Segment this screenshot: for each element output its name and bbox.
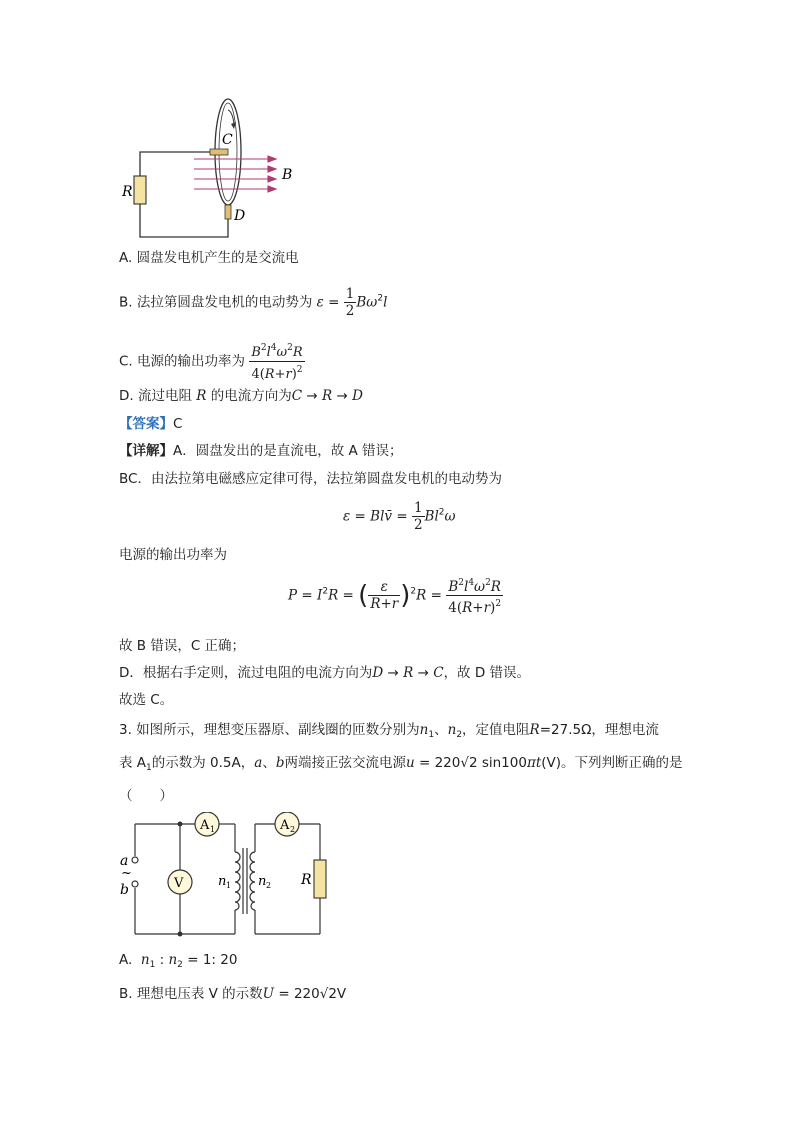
explain-line-4: 故 B 错误，C 正确； bbox=[119, 638, 246, 654]
option-d: D. 流过电阻 R 的电流方向为C → R → D bbox=[119, 388, 363, 404]
power-formula: $P = I^2R$ = ( $\frac{\varepsilon}{R+r}$ )$^2$R = $\frac{B^2l^4\omega^2R}{4(R+r)^2}$ bbox=[288, 575, 503, 616]
faraday-disc-figure bbox=[110, 92, 310, 242]
svg-text:a: a bbox=[120, 853, 129, 869]
label-d: D bbox=[234, 208, 246, 224]
explain-line-3: 电源的输出功率为 bbox=[119, 547, 227, 563]
option-b: B. 法拉第圆盘发电机的电动势为 ε = $\frac{1}{2}$ $B\omega^2l$ bbox=[119, 286, 388, 319]
svg-text:2: 2 bbox=[290, 825, 296, 834]
svg-text:1: 1 bbox=[226, 881, 232, 890]
emf-formula: ε = Blv̄ = $\frac{1}{2}$ Bl$^2$ω bbox=[343, 500, 456, 533]
q3-option-a: A. $n_1$ : $n_2 = 1$: 20 bbox=[119, 952, 238, 970]
explain-line-5: D．根据右手定则，流过电阻的电流方向为D → R → C，故 D 错误。 bbox=[119, 665, 531, 681]
q3-option-b: B. 理想电压表 V 的示数U = 220√2V bbox=[119, 986, 347, 1002]
option-a: A. 圆盘发电机产生的是交流电 bbox=[119, 250, 299, 266]
explain-line-1: 【详解】A．圆盘发出的是直流电，故 A 错误； bbox=[119, 443, 403, 459]
transformer-figure bbox=[115, 812, 335, 942]
svg-text:n: n bbox=[218, 874, 227, 889]
svg-text:n: n bbox=[258, 874, 267, 889]
svg-text:~: ~ bbox=[121, 866, 132, 881]
label-c: C bbox=[222, 132, 233, 148]
svg-text:R: R bbox=[301, 872, 312, 888]
svg-text:V: V bbox=[174, 876, 184, 891]
question3-line-3: （ ） bbox=[119, 788, 173, 804]
explain-line-2: BC．由法拉第电磁感应定律可得，法拉第圆盘发电机的电动势为 bbox=[119, 471, 502, 487]
svg-text:b: b bbox=[120, 882, 129, 898]
explain-line-6: 故选 C。 bbox=[119, 692, 174, 708]
answer-line: 【答案】C bbox=[119, 416, 183, 432]
label-b: B bbox=[282, 167, 293, 183]
option-c: C. 电源的输出功率为 $\frac{B^2l^4\omega^2R}{4(R+r)^2}$ bbox=[119, 340, 305, 383]
svg-text:A: A bbox=[200, 818, 210, 833]
svg-text:1: 1 bbox=[210, 825, 216, 834]
question3-line-1: 3. 如图所示，理想变压器原、副线圈的匝数分别为$n_1$、$n_2$，定值电阻R=27.5Ω，理想电流 bbox=[119, 722, 659, 740]
label-r: R bbox=[122, 184, 133, 200]
svg-text:A: A bbox=[280, 818, 290, 833]
svg-text:2: 2 bbox=[266, 881, 272, 890]
question3-line-2: 表 $A_1$的示数为 0.5A，a、b两端接正弦交流电源u = 220√2 sin100πt(V)。下列判断正确的是 bbox=[119, 755, 683, 773]
